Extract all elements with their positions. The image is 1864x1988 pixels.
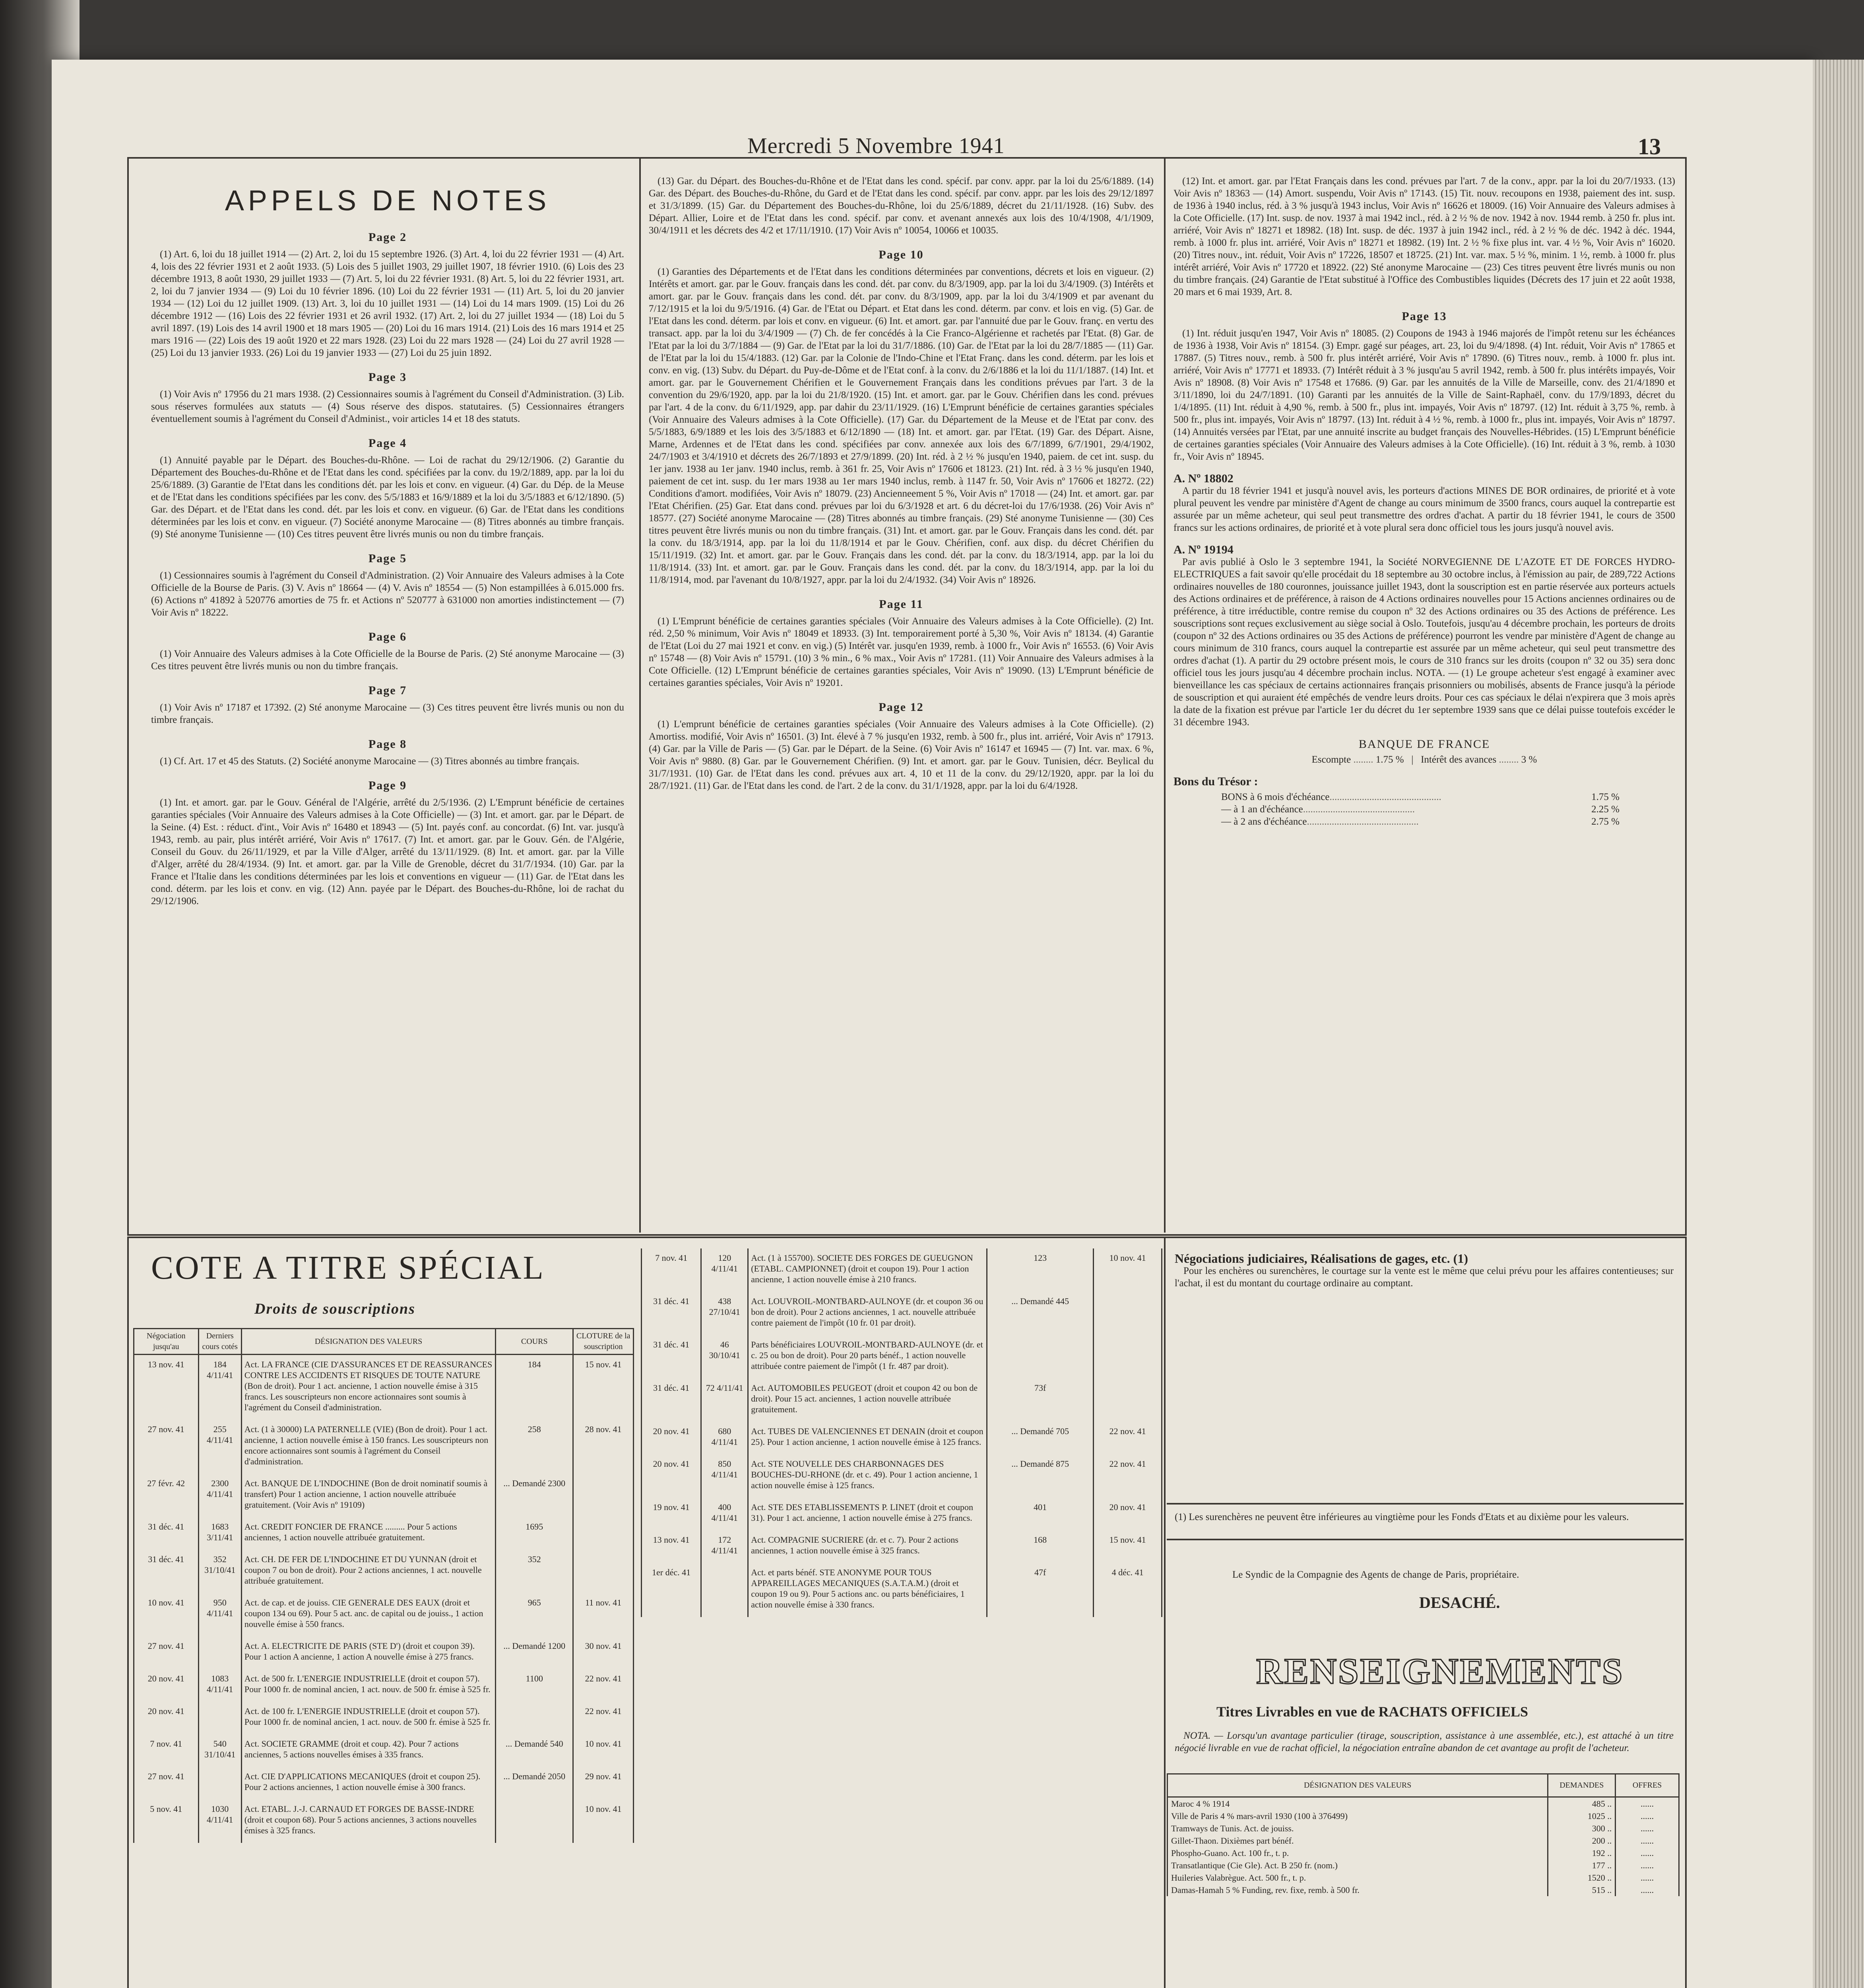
rens-offre: ......	[1616, 1872, 1679, 1884]
cote-row	[642, 1454, 1162, 1498]
appels-section	[151, 552, 624, 619]
last-quote: 172 4/11/41	[701, 1530, 748, 1563]
security-designation: Act. CREDIT FONCIER DE FRANCE ......... Pour 5 actions anciennes, 1 action nouvelle attribuée gratuitement.	[241, 1517, 495, 1550]
quote-value: 47f	[987, 1563, 1094, 1617]
closing-date	[573, 1517, 634, 1550]
closing-date	[573, 1550, 634, 1593]
negociation-date: 19 nov. 41	[642, 1498, 701, 1530]
bons-value: 2.25 %	[1591, 804, 1620, 815]
section-text: (1) Cf. Art. 17 et 45 des Statuts. (2) Société anonyme Marocaine — (3) Titres abonnés au timbre français.	[160, 756, 580, 767]
appels-column	[151, 167, 624, 1225]
appels-section	[151, 437, 624, 540]
security-designation: Act. de 500 fr. L'ENERGIE INDUSTRIELLE (droit et coupon 57). Pour 1000 fr. de nominal ancien, 1 act. nouv. de 500 fr. émise à 525 fr.	[241, 1669, 495, 1702]
negociation-date: 5 nov. 41	[134, 1800, 199, 1843]
avis-heading: A. Nº 19194	[1173, 543, 1234, 556]
security-designation: Act. ETABL. J.-J. CARNAUD ET FORGES DE BASSE-INDRE (droit et coupon 68). Pour 5 actions anciennes, 3 actions nouvelles émises à 325 francs.	[241, 1800, 495, 1843]
section-text: (1) Int. réduit jusqu'en 1947, Voir Avis nº 18085. (2) Coupons de 1943 à 1946 majorés de l'impôt retenu sur les échéances de 1936 à 1938, Voir Avis nº 18154. (3) Empr. gagé sur péages, art. 23, loi du 9/4/1898. (4) Int. réduit, Voir Avis nº 17865 et 17887. (5) Titres nouv., remb. à 500 fr. plus intérêt arriéré, Voir Avis nº 17890. (6) Titres nouv., remb. à 1000 fr. plus int. arriéré, Voir Avis nº 17771 et 18933. (7) Intérêt réduit à 3 % jusqu'au 5 avril 1942, remb. à 500 fr. plus intérêts impayés, Voir Avis nº 18908. (8) Voir Avis nº 17548 et 17686. (9) Gar. par les annuités de la Ville de Marseille, conv. des 21/4/1890 et 3/11/1890, loi du 24/7/1891. (10) Garanti par les annuités de la Ville de Saint-Raphaël, conv. du 17/9/1893, décret du 1/4/1895. (11) Int. réduit à 4,90 %, remb. à 500 fr., plus int. impayés, Voir Avis nº 18797. (12) Int. réduit à 3,75 %, remb. à 500 fr., plus int. impayés, Voir Avis nº 18797. (13) Int. réduit à 4 ½ %, remb. à 1000 fr., plus int. impayés, Voir Avis nº 18797. (14) Annuités versées par l'Etat, par une annuité inscrite au budget français des Nouvelles-Hébrides. (15) L'Emprunt bénéficie de certaines garanties spéciales (Voir Annuaire des Valeurs admises à la Cote Officielle). (16) Int. réduit à 3 %, remb. à 1030 fr., Voir Avis nº 18945.	[1173, 328, 1675, 462]
leader-dots: ........	[1499, 754, 1519, 765]
cote-table-left	[133, 1328, 634, 1843]
cote-row	[134, 1420, 634, 1474]
middle-section	[649, 701, 1154, 792]
section-text: (1) Cessionnaires soumis à l'agrément du Conseil d'Administration. (2) Voir Annuaire des Valeurs admises à la Cote Officielle de la Bourse de Paris. (3) V. Avis nº 18664 — (4) V. Avis nº 18554 — (5) Non estampillées à 6.015.000 frs. (6) Actions nº 41892 à 520776 amorties de 75 fr. et Actions nº 520777 à 631000 non amorties indistinctement — (7) Voir Avis nº 18222.	[151, 570, 624, 618]
closing-date	[1094, 1292, 1162, 1335]
section-text: (1) Voir Avis nº 17187 et 17392. (2) Sté anonyme Marocaine — (3) Ces titres peuvent être livrés munis ou non du timbre français.	[151, 702, 624, 725]
negociation-date: 13 nov. 41	[642, 1530, 701, 1563]
security-designation: Act. de 100 fr. L'ENERGIE INDUSTRIELLE (droit et coupon 57). Pour 1000 fr. de nominal ancien, 1 act. nouv. de 500 fr. émise à 525 fr.	[241, 1702, 495, 1734]
quote-value: 1100	[496, 1669, 573, 1702]
last-quote: 2300 4/11/41	[198, 1474, 241, 1517]
rens-header-row	[1168, 1774, 1679, 1797]
banque-block	[1173, 738, 1675, 766]
rens-row	[1168, 1847, 1679, 1859]
last-quote: 352 31/10/41	[198, 1550, 241, 1593]
bons-row	[1173, 815, 1675, 828]
rens-offre: ......	[1616, 1822, 1679, 1835]
middle-section	[649, 248, 1154, 586]
negociation-date: 1er déc. 41	[642, 1563, 701, 1617]
last-quote: 72 4/11/41	[701, 1378, 748, 1422]
cote-row	[134, 1517, 634, 1550]
cote-row	[642, 1422, 1162, 1454]
last-quote: 680 4/11/41	[701, 1422, 748, 1454]
bons-row	[1173, 791, 1675, 803]
rens-demande: 1520 ..	[1548, 1872, 1616, 1884]
security-designation: Act. SOCIETE GRAMME (droit et coup. 42). Pour 7 actions anciennes, 5 actions nouvelles émises à 335 francs.	[241, 1734, 495, 1767]
closing-date	[1094, 1335, 1162, 1378]
bons-row	[1173, 803, 1675, 815]
last-quote	[198, 1637, 241, 1669]
cote-row	[642, 1248, 1162, 1292]
rens-demande: 200 ..	[1548, 1835, 1616, 1847]
closing-date: 10 nov. 41	[573, 1800, 634, 1843]
negociation-date: 31 déc. 41	[642, 1335, 701, 1378]
cote-row	[134, 1550, 634, 1593]
col-designation: DÉSIGNATION DES VALEURS	[241, 1329, 495, 1355]
last-quote: 950 4/11/41	[198, 1593, 241, 1637]
avis-block	[1173, 472, 1675, 534]
rens-row	[1168, 1884, 1679, 1896]
appels-section	[151, 231, 624, 359]
cote-row	[642, 1378, 1162, 1422]
rens-offre: ......	[1616, 1835, 1679, 1847]
rens-row	[1168, 1835, 1679, 1847]
cote-row	[134, 1669, 634, 1702]
quote-value	[496, 1800, 573, 1843]
rens-designation: Huileries Valabrègue. Act. 500 fr., t. p.	[1168, 1872, 1548, 1884]
rens-row	[1168, 1797, 1679, 1810]
rens-designation: Phospho-Guano. Act. 100 fr., t. p.	[1168, 1847, 1548, 1859]
quote-value: 352	[496, 1550, 573, 1593]
negociation-date: 7 nov. 41	[134, 1734, 199, 1767]
quote-value: 401	[987, 1498, 1094, 1530]
security-designation: Act. (1 à 155700). SOCIETE DES FORGES DE GUEUGNON (ETABL. CAMPIONNET) (droit et coupon 19). Pour 1 action ancienne, 1 action nouvelle émise à 210 francs.	[748, 1248, 987, 1292]
last-quote	[198, 1767, 241, 1800]
renseignements-subtitle: Titres Livrables en vue de RACHATS OFFICIELS	[1216, 1704, 1528, 1720]
negociation-date: 20 nov. 41	[134, 1669, 199, 1702]
section-heading: Page 9	[368, 779, 407, 792]
quote-value: ... Demandé 875	[987, 1454, 1094, 1498]
rens-col-offres: OFFRES	[1616, 1774, 1679, 1797]
leader-dots: .............................................	[1303, 804, 1415, 815]
rens-offre: ......	[1616, 1810, 1679, 1822]
section-text: (1) Int. et amort. gar. par le Gouv. Général de l'Algérie, arrêté du 2/5/1936. (2) L'Emprunt bénéficie de certaines garanties spéciales (Voir Annuaire des Valeurs admises à la Cote Officielle) — (3) Int. et amort. gar. par le Départ. de la Seine. (4) Est. : réduct. d'int., Voir Avis nº 16480 et 18943 — (5) Int. payés conf. au concordat. (6) Int. var. jusqu'à 1943, remb. au pair, plus intérêt arriéré, Voir Avis nº 17617. (7) Int. et amort. gar. par le Gouv. Gén. de l'Algérie, Conseil du Gouv. du 26/11/1929, et par la Ville d'Alger, arrêté du 13/11/1929. (8) Int. et amort. gar. par la Ville d'Alger, arrêté du 28/4/1934. (9) Int. et amort. gar. par la Ville de Grenoble, décret du 31/7/1934. (10) Gar. par la France et l'Italie dans les conditions déterminées par les lois et conventions en vigueur — (11) Gar. de l'Etat dans les cond. déterm. par les lois et conv. en vig. (12) Ann. payée par le Départ. des Bouches-du-Rhône, loi de rachat du 29/12/1906.	[151, 797, 624, 907]
quote-value: 168	[987, 1530, 1094, 1563]
negociation-date: 27 févr. 42	[134, 1474, 199, 1517]
closing-date: 10 nov. 41	[573, 1734, 634, 1767]
rens-col-demandes: DEMANDES	[1548, 1774, 1616, 1797]
quote-value: 965	[496, 1593, 573, 1637]
quote-value: ... Demandé 1200	[496, 1637, 573, 1669]
middle-notes-column	[649, 175, 1154, 1225]
rens-offre: ......	[1616, 1859, 1679, 1872]
renseignements-nota: NOTA. — Lorsqu'un avantage particulier (tirage, souscription, assistance à une assemblée, etc.), est attaché à un titre négocié livrable en vue de rachat officiel, la négociation entraîne abandon de cet avantage au profit de l'acheteur.	[1175, 1730, 1674, 1753]
escompte-label: Escompte	[1311, 754, 1351, 765]
upper-column-rule-1	[639, 157, 641, 1233]
section-text: (1) L'Emprunt bénéficie de certaines garanties spéciales (Voir Annuaire des Valeurs admises à la Cote Officielle). (2) Int. réd. 2,50 % minimum, Voir Avis nº 18049 et 18933. (3) Int. temporairement porté à 5,30 %, Voir Avis nº 18134. (4) Garantie de l'Etat (Loi du 27 mai 1921 et conv. en vig.) (5) Intérêt var. jusqu'en 1939, remb. à 1000 fr., Voir Avis nº 16553. (6) Voir Avis nº 15748 — (8) Voir Avis nº 15791. (10) 3 % min., 6 % max., Voir Avis nº 17281. (11) Voir Annuaire des Valeurs admises à la Cote Officielle. (12) L'Emprunt bénéficie de certaines garanties spéciales, Voir Avis nº 19090. (13) L'Emprunt bénéficie de certaines garanties spéciales, Voir Avis nº 19201.	[649, 616, 1154, 688]
rens-designation: Gillet-Thaon. Dixièmes part bénéf.	[1168, 1835, 1548, 1847]
closing-date: 22 nov. 41	[1094, 1454, 1162, 1498]
col-derniers: Derniers cours cotés	[198, 1329, 241, 1355]
quote-value	[987, 1335, 1094, 1378]
section-heading: Page 8	[368, 738, 407, 751]
rens-row	[1168, 1822, 1679, 1835]
appels-section	[151, 631, 624, 672]
section-heading: Page 7	[368, 684, 407, 697]
syndic-line: Le Syndic de la Compagnie des Agents de change de Paris, propriétaire.	[1232, 1569, 1519, 1580]
security-designation: Act. (1 à 30000) LA PATERNELLE (VIE) (Bon de droit). Pour 1 act. ancienne, 1 action nouvelle émise à 150 francs. Les souscripteurs non encore actionnaires sont soumis à l'agrément du Conseil d'administration.	[241, 1420, 495, 1474]
section-text: (1) Garanties des Départements et de l'Etat dans les conditions déterminées par conventions, décrets et lois en vigueur. (2) Intérêts et amort. gar. par le Gouv. français dans les cond. dét. par conv. du 8/3/1909, app. par la loi du 3/4/1909. (3) Intérêts et amort. gar. par le Gouv. français dans les cond. dét. par conv. du 8/3/1909, app. par la loi du 3/4/1909 et par avenant du 7/12/1915 et la loi du 9/5/1916. (4) Gar. de l'Etat ou Départ. et Etat dans les cond. déterm. par conv. et lois en vig. (5) Gar. de l'Etat dans les cond. déterm. par lois et conv. en vigueur. (6) Int. et amort. gar. par l'annuité due par le Gouv. franç. en vertu des transact. app. par la loi du 3/4/1909 — (7) Ch. de fer concédés à la Cie Franco-Algérienne et rachetés par l'Etat. (8) Gar. de l'Etat par la loi du 3/7/1884 — (9) Gar. de l'Etat par la loi du 31/7/1886. (10) Gar. de l'Etat par la loi du 28/7/1885 — (11) Gar. de l'Etat par la loi du 15/4/1883. (12) Gar. par la Colonie de l'Indo-Chine et l'Etat Franç. dans les cond. déterm. par les lois et conv. en vig. (13) Subv. du Départ. du Puy-de-Dôme et de l'Etat conf. à la conv. du 2/6/1886 et la loi du 11/1/1887. (14) Int. et amort. gar. par le Gouvernement Chérifien et le Gouvernement Français dans les conditions prévues par l'art. 3 de la convention du 29/6/1920, app. par la loi du 21/8/1920. (15) Int. et amort. gar. par le Gouv. Chérifien dans les cond. prévues par l'art. 4 de la conv. du 6/11/1929, app. par dahir du 23/11/1929. (16) L'Emprunt bénéficie de certaines garanties spéciales (Voir Annuaire des Valeurs admises à la Cote Officielle). (17) Gar. du Département de la Meuse et de l'Etat par conv. des 5/5/1883, 6/9/1889 et les lois des 3/5/1883 et 6/12/1890 — (18) Int. et amort. gar. par l'Etat. (19) Gar. des Départ. Aisne, Marne, Ardennes et de l'Etat dans les cond. spécifiées par conv. annexée aux lois des 6/7/1899, 6/7/1901, 29/4/1902, 24/7/1903 et 3/4/1910 et décrets des 26/7/1893 et 27/9/1899. (20) Int. réd. à 2 ½ % jusqu'en 1940, paiem. de cet int. susp. du 1er janv. 1938 au 1er janv. 1940 inclus, remb. à 361 fr. 25, Voir Avis nº 17606 et 18123. (21) Int. réd. à 3 ½ % jusqu'en 1940, paiement de cet int. susp. du 1er mars 1938 au 1er mars 1940 inclus, remb. à 1147 fr. 50, Voir Avis nº 17606 et 18272. (22) Conditions d'amort. modifiées, Voir Avis nº 18079. (23) Ancienneement 5 %, Voir Avis nº 17018 — (24) Int. et amort. gar. par l'Etat Chérifien. (25) Gar. Etat dans cond. prévues par loi du 6/3/1928 et art. 6 du décret-loi du 17/6/1938. (26) Voir Avis nº 18577. (27) Société anonyme Marocaine — (28) Titres abonnés au timbre français. (29) Sté anonyme Tunisienne — (30) Ces titres peuvent être livrés munis ou non du timbre français. (31) Int. et amort. gar. par le Gouv. Français dans les cond. dét. par la conv. du 18/3/1914, app. par la loi du 11/8/1914 et par le Gouv. Chérifien, conf. aux disp. du décret Chérifien du 15/11/1919. (32) Int. et amort. gar. par le Gouv. Français dans les cond. dét. par la conv. du 18/3/1914, app. par la loi du 11/8/1914. (33) Int. et amort. gar. par le Gouv. Français dans les cond. dét. par la conv. du 18/3/1914, app. par la loi du 11/8/1914, mod. par l'avenant du 10/8/1927, appr. par la loi du 2/4/1932. (34) Voir Avis nº 18926.	[649, 266, 1154, 585]
leader-dots: .............................................	[1329, 792, 1441, 802]
negociation-date: 31 déc. 41	[134, 1550, 199, 1593]
quote-value	[496, 1702, 573, 1734]
quote-value: ... Demandé 2050	[496, 1767, 573, 1800]
right-notes-column	[1173, 175, 1675, 1225]
bons-label: — à 2 ans d'échéance	[1221, 816, 1307, 827]
quote-value: 258	[496, 1420, 573, 1474]
section-heading: Page 6	[368, 630, 407, 643]
cote-header-row	[134, 1329, 634, 1355]
col-negociation: Négociation jusqu'au	[134, 1329, 199, 1355]
cote-row	[134, 1734, 634, 1767]
quote-value: ... Demandé 540	[496, 1734, 573, 1767]
header-date: Mercredi 5 Novembre 1941	[747, 134, 1005, 158]
rens-designation: Transatlantique (Cie Gle). Act. B 250 fr. (nom.)	[1168, 1859, 1548, 1872]
negociation-date: 13 nov. 41	[134, 1355, 199, 1420]
cote-title: COTE A TITRE SPÉCIAL	[151, 1249, 545, 1286]
closing-date: 11 nov. 41	[573, 1593, 634, 1637]
avis-heading: A. Nº 18802	[1173, 472, 1234, 485]
rens-demande: 485 ..	[1548, 1797, 1616, 1810]
negociation-date: 7 nov. 41	[642, 1248, 701, 1292]
closing-date: 20 nov. 41	[1094, 1498, 1162, 1530]
last-quote: 540 31/10/41	[198, 1734, 241, 1767]
section-heading: Page 2	[368, 231, 407, 244]
cote-table-right	[641, 1248, 1162, 1617]
quote-value: ... Demandé 705	[987, 1422, 1094, 1454]
page-number: 13	[1638, 134, 1661, 159]
security-designation: Act. A. ELECTRICITE DE PARIS (STE D') (droit et coupon 39). Pour 1 action A ancienne, 1 action A nouvelle émise à 275 francs.	[241, 1637, 495, 1669]
renseignements-title: RENSEIGNEMENTS	[1256, 1651, 1624, 1691]
closing-date: 10 nov. 41	[1094, 1248, 1162, 1292]
section-text: (1) Art. 6, loi du 18 juillet 1914 — (2) Art. 2, loi du 15 septembre 1926. (3) Art. 4, loi du 22 février 1931 — (4) Art. 4, lois des 22 février 1931 et 2 août 1933. (5) Lois des 5 juillet 1903, 29 juillet 1907, 18 février 1910. (6) Lois des 23 décembre 1913, 8 août 1930, 29 juillet 1933 — (7) Art. 5, loi du 22 février 1931. (8) Art. 5, loi du 22 février 1931, art. 2, loi du 7 janvier 1934 — (9) Loi du 10 février 1896. (10) Loi du 22 février 1931 — (11) Art. 5, loi du 20 janvier 1934 — (12) Loi du 12 juillet 1909. (13) Art. 3, loi du 10 juillet 1931 — (14) Loi du 14 mars 1909. (15) Loi du 26 décembre 1912 — (16) Lois des 22 février 1931 et 26 avril 1932. (17) Art. 2, loi du 27 juillet 1934 — (18) Loi du 5 avril 1897. (19) Lois des 14 avril 1900 et 18 mars 1905 — (20) Loi du 16 mars 1914. (21) Lois des 16 mars 1914 et 25 mars 1916 — (22) Lois des 19 août 1920 et 22 mars 1928. (23) Loi du 22 mars 1928 — (24) Loi du 27 avril 1928 — (25) Loi du 13 janvier 1933. (26) Loi du 19 janvier 1933 — (27) Loi du 25 juin 1892.	[151, 249, 624, 358]
cote-row	[642, 1530, 1162, 1563]
last-quote: 120 4/11/41	[701, 1248, 748, 1292]
banque-rates: Escompte ........ 1.75 % | Intérêt des avances ........ 3 %	[1311, 754, 1537, 765]
appels-section	[151, 738, 624, 767]
cote-row	[642, 1335, 1162, 1378]
section-heading: Page 5	[368, 552, 407, 565]
rens-demande: 1025 ..	[1548, 1810, 1616, 1822]
security-designation: Act. et parts bénéf. STE ANONYME POUR TOUS APPAREILLAGES MECANIQUES (S.A.T.A.M.) (droit et coupon 19 ou 9). Pour 5 actions anc. ou parts bénéficiaires, 1 action nouvelle émise à 330 francs.	[748, 1563, 987, 1617]
avis-text: Par avis publié à Oslo le 3 septembre 1941, la Société NORVEGIENNE DE L'AZOTE ET DE FORCES HYDRO-ELECTRIQUES a fait savoir qu'elle procédait du 18 septembre au 30 octobre inclus, à l'émission au pair, de 289,722 Actions ordinaires nouvelles de 180 couronnes, jouissance juillet 1943, dont la souscription est en partie réservée aux porteurs actuels des Actions ordinaires et de préférence, à raison de 4 Actions ordinaires nouvelles pour 15 Actions anciennes ordinaires ou de préférence, à titre irréductible, contre remise du coupon nº 32 des Actions ordinaires ou 35 des Actions de préférence. Les souscriptions sont reçues exclusivement au siège social à Oslo. Toutefois, jusqu'au 4 décembre prochain, les porteurs de droits (coupon nº 32 des Actions ordinaires ou 35 des Actions de préférence) pourront les vendre par ministère d'Agent de change au cours minimum de 310 francs, cours auquel la contrepartie est assurée par un même acheteur, qui seul peut transmettre des ordres d'achat (1). A partir du 29 octobre présent mois, le cours de 310 francs sur les droits (coupon nº 32 ou 35) sera donc officiel tous les jours jusqu'au 4 décembre prochain inclus. NOTA. — (1) Le groupe acheteur s'est engagé à examiner avec bienveillance les cas spéciaux de certains actionnaires français prisonniers ou mobilisés, absents de France jusqu'à la période de souscription et qui auraient été empêchés de vendre leurs droits. Pour ces cas spéciaux le délai n'expirera que 3 mois après la date de la fixation est prévue par l'article 1er du décret du 1er septembre 1939 sans que ce délai puisse toutefois excéder le 31 décembre 1943.	[1173, 557, 1675, 728]
rens-offre: ......	[1616, 1797, 1679, 1810]
closing-date: 28 nov. 41	[573, 1420, 634, 1474]
security-designation: Act. LOUVROIL-MONTBARD-AULNOYE (dr. et coupon 36 ou bon de droit). Pour 2 actions anciennes, 1 act. nouvelle attribuée contre paiement de l'impôt (10 fr. 01 par droit).	[748, 1292, 987, 1335]
lower-column-rule	[1164, 1237, 1166, 1988]
negociation-date: 31 déc. 41	[642, 1292, 701, 1335]
negociations-block	[1175, 1252, 1674, 1289]
bons-label: BONS à 6 mois d'échéance	[1221, 792, 1330, 802]
section-text: (1) Voir Annuaire des Valeurs admises à la Cote Officielle de la Bourse de Paris. (2) Sté anonyme Marocaine — (3) Ces titres peuvent être livrés munis ou non du timbre français.	[151, 648, 624, 672]
last-quote	[198, 1702, 241, 1734]
cote-subtitle: Droits de souscriptions	[254, 1301, 415, 1317]
section-text: (1) Voir Avis nº 17956 du 21 mars 1938. (2) Cessionnaires soumis à l'agrément du Conseil d'Administration. (3) Lib. sous réserves formulées aux statuts — (4) Sous réserve des dispos. statutaires. (5) Cessionnaires étrangers éventuellement soumis à l'agrément du Conseil d'Administ., voir articles 14 et 18 des statuts.	[151, 389, 624, 424]
section-heading: Page 4	[368, 437, 407, 450]
cote-row	[642, 1498, 1162, 1530]
col-cloture: CLOTURE de la souscription	[573, 1329, 634, 1355]
negociations-divider	[1167, 1503, 1684, 1505]
negociations-divider	[1167, 1539, 1684, 1540]
closing-date: 4 déc. 41	[1094, 1563, 1162, 1617]
rens-demande: 177 ..	[1548, 1859, 1616, 1872]
appels-title: APPELS DE NOTES	[225, 185, 551, 217]
last-quote: 1030 4/11/41	[198, 1800, 241, 1843]
security-designation: Act. STE DES ETABLISSEMENTS P. LINET (droit et coupon 31). Pour 1 act. ancienne, 1 action nouvelle émise à 275 francs.	[748, 1498, 987, 1530]
section-text: (1) L'emprunt bénéficie de certaines garanties spéciales (Voir Annuaire des Valeurs admises à la Cote Officielle). (2) Amortiss. modifié, Voir Avis nº 16501. (3) Int. élevé à 7 % jusqu'en 1932, remb. à 500 fr., plus int. arriéré, Voir Avis nº 17913. (4) Gar. par la Ville de Paris — (5) Gar. par le Départ. de la Seine. (6) Voir Avis nº 16147 et 16945 — (7) Int. var. max. 6 %, Voir Avis nº 9880. (8) Gar. par le Gouvernement Chérifien. (9) Int. et amort. gar. par le Gouv. Tunisien, décr. Beylical du 31/7/1931. (10) Gar. de l'Etat dans les cond. prévues aux art. 4, 10 et 11 de la conv. du 29/12/1920, appr. par la loi du 28/7/1921. (11) Gar. de l'Etat dans les cond. de l'art. 2 de la conv. du 31/1/1928, appr. par la loi du 6/4/1928.	[649, 719, 1154, 791]
page-stack-edge	[1813, 60, 1864, 1988]
negociation-date: 20 nov. 41	[642, 1422, 701, 1454]
closing-date: 15 nov. 41	[1094, 1530, 1162, 1563]
last-quote	[701, 1563, 748, 1617]
negociations-note: (1) Les surenchères ne peuvent être inférieures au vingtième pour les Fonds d'Etats et au dixième pour les valeurs.	[1175, 1512, 1629, 1522]
closing-date	[573, 1474, 634, 1517]
section-heading: Page 10	[879, 248, 924, 261]
negociations-text: Pour les enchères ou surenchères, le courtage sur la vente est le même que celui prévu pour les affaires contentieuses; sur l'achat, il est du montant du courtage ordinaire au comptant.	[1175, 1266, 1674, 1289]
quote-value: 184	[496, 1355, 573, 1420]
cote-row	[134, 1767, 634, 1800]
avis-text: A partir du 18 février 1941 et jusqu'à nouvel avis, les porteurs d'actions MINES DE BOR ordinaires, de priorité et à vote plural peuvent les vendre par ministère d'Agent de change au cours minimum de 3500 francs, cours auquel la contrepartie est assurée par un même acheteur, qui seul peut transmettre des ordres d'achat. A partir du 18 février 1941, le cours de 3500 francs sur les actions ordinaires, de priorité et à vote plural sera donc officiel tous les jours jusqu'à nouvel avis.	[1173, 485, 1675, 533]
upper-column-rule-2	[1164, 157, 1166, 1233]
section-heading: Page 3	[368, 371, 407, 384]
negociation-date: 10 nov. 41	[134, 1593, 199, 1637]
cote-row	[134, 1474, 634, 1517]
middle-section	[649, 598, 1154, 689]
security-designation: Parts bénéficiaires LOUVROIL-MONTBARD-AULNOYE (dr. et c. 25 ou bon de droit). Pour 20 parts bénéf., 1 action nouvelle attribuée contre paiement de l'impôt (1 fr. 487 par droit).	[748, 1335, 987, 1378]
negociation-date: 31 déc. 41	[134, 1517, 199, 1550]
security-designation: Act. de cap. et de jouiss. CIE GENERALE DES EAUX (droit et coupon 134 ou 69). Pour 5 act. anc. de capital ou de jouiss., 1 action nouvelle émise à 550 francs.	[241, 1593, 495, 1637]
negociation-date: 27 nov. 41	[134, 1637, 199, 1669]
security-designation: Act. COMPAGNIE SUCRIERE (dr. et c. 7). Pour 2 actions anciennes, 1 action nouvelle émise à 325 francs.	[748, 1530, 987, 1563]
closing-date: 15 nov. 41	[573, 1355, 634, 1420]
negociation-date: 20 nov. 41	[134, 1702, 199, 1734]
appels-section	[151, 779, 624, 907]
closing-date: 30 nov. 41	[573, 1637, 634, 1669]
quote-value: 1695	[496, 1517, 573, 1550]
negociation-date: 27 nov. 41	[134, 1420, 199, 1474]
closing-date	[1094, 1378, 1162, 1422]
leader-dots: ........	[1353, 754, 1373, 765]
quote-value: ... Demandé 2300	[496, 1474, 573, 1517]
rens-row	[1168, 1859, 1679, 1872]
rens-demande: 192 ..	[1548, 1847, 1616, 1859]
appels-section	[151, 684, 624, 726]
rens-row	[1168, 1810, 1679, 1822]
rens-designation: Ville de Paris 4 % mars-avril 1930 (100 à 376499)	[1168, 1810, 1548, 1822]
leader-dots: .............................................	[1307, 816, 1419, 827]
cote-row	[134, 1637, 634, 1669]
last-quote: 850 4/11/41	[701, 1454, 748, 1498]
bons-label: — à 1 an d'échéance	[1221, 804, 1303, 815]
rens-offre: ......	[1616, 1884, 1679, 1896]
security-designation: Act. CIE D'APPLICATIONS MECANIQUES (droit et coupon 25). Pour 2 actions anciennes, 1 action nouvelle émise à 300 francs.	[241, 1767, 495, 1800]
negociation-date: 31 déc. 41	[642, 1378, 701, 1422]
security-designation: Act. CH. DE FER DE L'INDOCHINE ET DU YUNNAN (droit et coupon 7 ou bon de droit). Pour 2 actions anciennes, 1 act. nouvelle attribuée gratuitement.	[241, 1550, 495, 1593]
cote-row	[134, 1593, 634, 1637]
cote-row	[642, 1292, 1162, 1335]
last-quote: 438 27/10/41	[701, 1292, 748, 1335]
security-designation: Act. LA FRANCE (CIE D'ASSURANCES ET DE REASSURANCES CONTRE LES ACCIDENTS ET RISQUES DE TOUTE NATURE (Bon de droit). Pour 1 act. ancienne, 1 action nouvelle émise à 315 francs. Les souscripteurs non encore actionnaires sont soumis à l'agrément du Conseil d'administration.	[241, 1355, 495, 1420]
section-heading: Page 13	[1402, 310, 1447, 323]
negociations-title: Négociations judiciaires, Réalisations de gages, etc. (1)	[1175, 1251, 1468, 1266]
right-section	[1173, 310, 1675, 463]
syndic-signature: DESACHÉ.	[1419, 1594, 1500, 1611]
cote-row	[134, 1800, 634, 1843]
middle-top-text: (13) Gar. du Départ. des Bouches-du-Rhône et de l'Etat dans les cond. spécif. par conv. appr. par la loi du 25/6/1889. (14) Gar. des Départ. des Bouches-du-Rhône, du Gard et de l'Etat dans les cond. spécif. par conv. appr. par les lois des 29/12/1897 et 31/3/1899. (15) Gar. du Département des Bouches-du-Rhône, loi du 25/6/1889, décret du 21/11/1928. (16) Subv. des Départ. Allier, Loire et de l'Etat dans les cond. spécif. par conv. et avenant annexés aux lois des 10/4/1908, 4/1/1909, 30/4/1911 et les décrets des 4/2 et 17/11/1910. (17) Voir Avis nº 10054, 10066 et 10035.	[649, 176, 1154, 236]
rens-designation: Tramways de Tunis. Act. de jouiss.	[1168, 1822, 1548, 1835]
right-top-text: (12) Int. et amort. gar. par l'Etat Français dans les cond. prévues par l'art. 7 de la conv., appr. par la loi du 20/7/1933. (13) Voir Avis nº 18363 — (14) Amort. suspendu, Voir Avis nº 17143. (15) Tit. nouv. recoupons en 1938, paiement des int. susp. de 1936 à 1940 inclus, réd. à 3 % jusqu'à 1943 inclus, Voir Avis nº 16626 et 18009. (16) Voir Annuaire des Valeurs admises à la Cote Officielle. (17) Int. susp. de nov. 1937 à mai 1942 incl., réd. à 2 ½ % de nov. 1942 à nov. 1944 remb. à 250 fr. plus int. arriéré, Voir Avis nº 18271 et 18982. (18) Int. susp. de déc. 1937 à juin 1942 incl., réd. à 2 ½ % de déc. 1942 à déc. 1944, remb. à 1000 fr. plus int. arriéré, Voir Avis nº 18271 et 18982. (19) Int. 2 ½ % fixe plus int. var. 4 ½ %, Voir Avis nº 16020. (20) Titres nouv., int. réduit, Voir Avis nº 17226, 18507 et 18725. (21) Int. var. max. 5 ½ %, minim. 1 ½, remb. à 1000 fr. plus intérêt arriéré, Voir Avis nº 17720 et 18922. (22) Sté anonyme Marocaine — (23) Ces titres peuvent être livrés munis ou non du timbre français. (24) Garantie de l'Etat substitué à l'Office des Combustibles liquides (Décrets des 17 juin et 22 août 1938, 20 mars et 6 mai 1939, Art. 8.	[1173, 176, 1675, 297]
quote-value: 123	[987, 1248, 1094, 1292]
last-quote: 400 4/11/41	[701, 1498, 748, 1530]
bons-value: 2.75 %	[1591, 816, 1620, 827]
section-heading: Page 12	[879, 701, 924, 714]
rens-offre: ......	[1616, 1847, 1679, 1859]
rens-designation: Maroc 4 % 1914	[1168, 1797, 1548, 1810]
cote-row	[134, 1702, 634, 1734]
last-quote: 46 30/10/41	[701, 1335, 748, 1378]
rens-demande: 515 ..	[1548, 1884, 1616, 1896]
last-quote: 184 4/11/41	[198, 1355, 241, 1420]
closing-date: 29 nov. 41	[573, 1767, 634, 1800]
security-designation: Act. STE NOUVELLE DES CHARBONNAGES DES BOUCHES-DU-RHONE (dr. et c. 49). Pour 1 action ancienne, 1 action nouvelle émise à 125 francs.	[748, 1454, 987, 1498]
security-designation: Act. TUBES DE VALENCIENNES ET DENAIN (droit et coupon 25). Pour 1 action ancienne, 1 action nouvelle émise à 125 francs.	[748, 1422, 987, 1454]
closing-date: 22 nov. 41	[573, 1669, 634, 1702]
quote-value: 73f	[987, 1378, 1094, 1422]
col-cours: COURS	[496, 1329, 573, 1355]
avances-value: 3 %	[1521, 754, 1537, 765]
last-quote: 1083 4/11/41	[198, 1669, 241, 1702]
negociation-date: 27 nov. 41	[134, 1767, 199, 1800]
security-designation: Act. BANQUE DE L'INDOCHINE (Bon de droit nominatif soumis à transfert) Pour 1 action ancienne, 1 action nouvelle attribuée gratuitement. (Voir Avis nº 19109)	[241, 1474, 495, 1517]
cote-row	[642, 1563, 1162, 1617]
cote-row	[134, 1355, 634, 1420]
security-designation: Act. AUTOMOBILES PEUGEOT (droit et coupon 42 ou bon de droit). Pour 15 act. anciennes, 1 action nouvelle attribuée gratuitement.	[748, 1378, 987, 1422]
renseignements-table	[1167, 1773, 1680, 1896]
escompte-value: 1.75 %	[1375, 754, 1404, 765]
bons-block	[1173, 775, 1675, 828]
closing-date: 22 nov. 41	[573, 1702, 634, 1734]
bons-value: 1.75 %	[1591, 792, 1620, 802]
avances-label: Intérêt des avances	[1421, 754, 1497, 765]
banque-title: BANQUE DE FRANCE	[1358, 738, 1490, 751]
avis-block	[1173, 544, 1675, 728]
section-text: (1) Annuité payable par le Départ. des Bouches-du-Rhône. — Loi de rachat du 29/12/1906. (2) Garantie du Département des Bouches-du-Rhône et de l'Etat dans les cond. spécifiées par la conv. du 19/2/1889, app. par la loi du 25/6/1889. (3) Garantie de l'Etat dans les conditions dét. par les lois et conv. en vigueur. (4) Gar. du Dép. de la Meuse et de l'Etat dans les conditions spécifiées par les conv. des 5/5/1883 et 16/9/1889 et la loi du 3/5/1883 et 6/12/1890. (5) Gar. des Départ. et de l'Etat dans les cond. dét. par les lois et conv. en vigueur. (6) Gar. de l'Etat dans les conditions déterminées par les lois et conv. en vigueur. (7) Société anonyme Marocaine — (8) Titres abonnés au timbre français. (9) Sté anonyme Tunisienne — (10) Ces titres peuvent être livrés munis ou non du timbre français.	[151, 455, 624, 540]
rens-col-designation: DÉSIGNATION DES VALEURS	[1168, 1774, 1548, 1797]
negociation-date: 20 nov. 41	[642, 1454, 701, 1498]
section-heading: Page 11	[879, 598, 923, 611]
rens-demande: 300 ..	[1548, 1822, 1616, 1835]
last-quote: 1683 3/11/41	[198, 1517, 241, 1550]
quote-value: ... Demandé 445	[987, 1292, 1094, 1335]
rens-row	[1168, 1872, 1679, 1884]
closing-date: 22 nov. 41	[1094, 1422, 1162, 1454]
bons-title: Bons du Trésor :	[1173, 775, 1258, 788]
rens-designation: Damas-Hamah 5 % Funding, rev. fixe, remb. à 500 fr.	[1168, 1884, 1548, 1896]
appels-section	[151, 371, 624, 425]
last-quote: 255 4/11/41	[198, 1420, 241, 1474]
